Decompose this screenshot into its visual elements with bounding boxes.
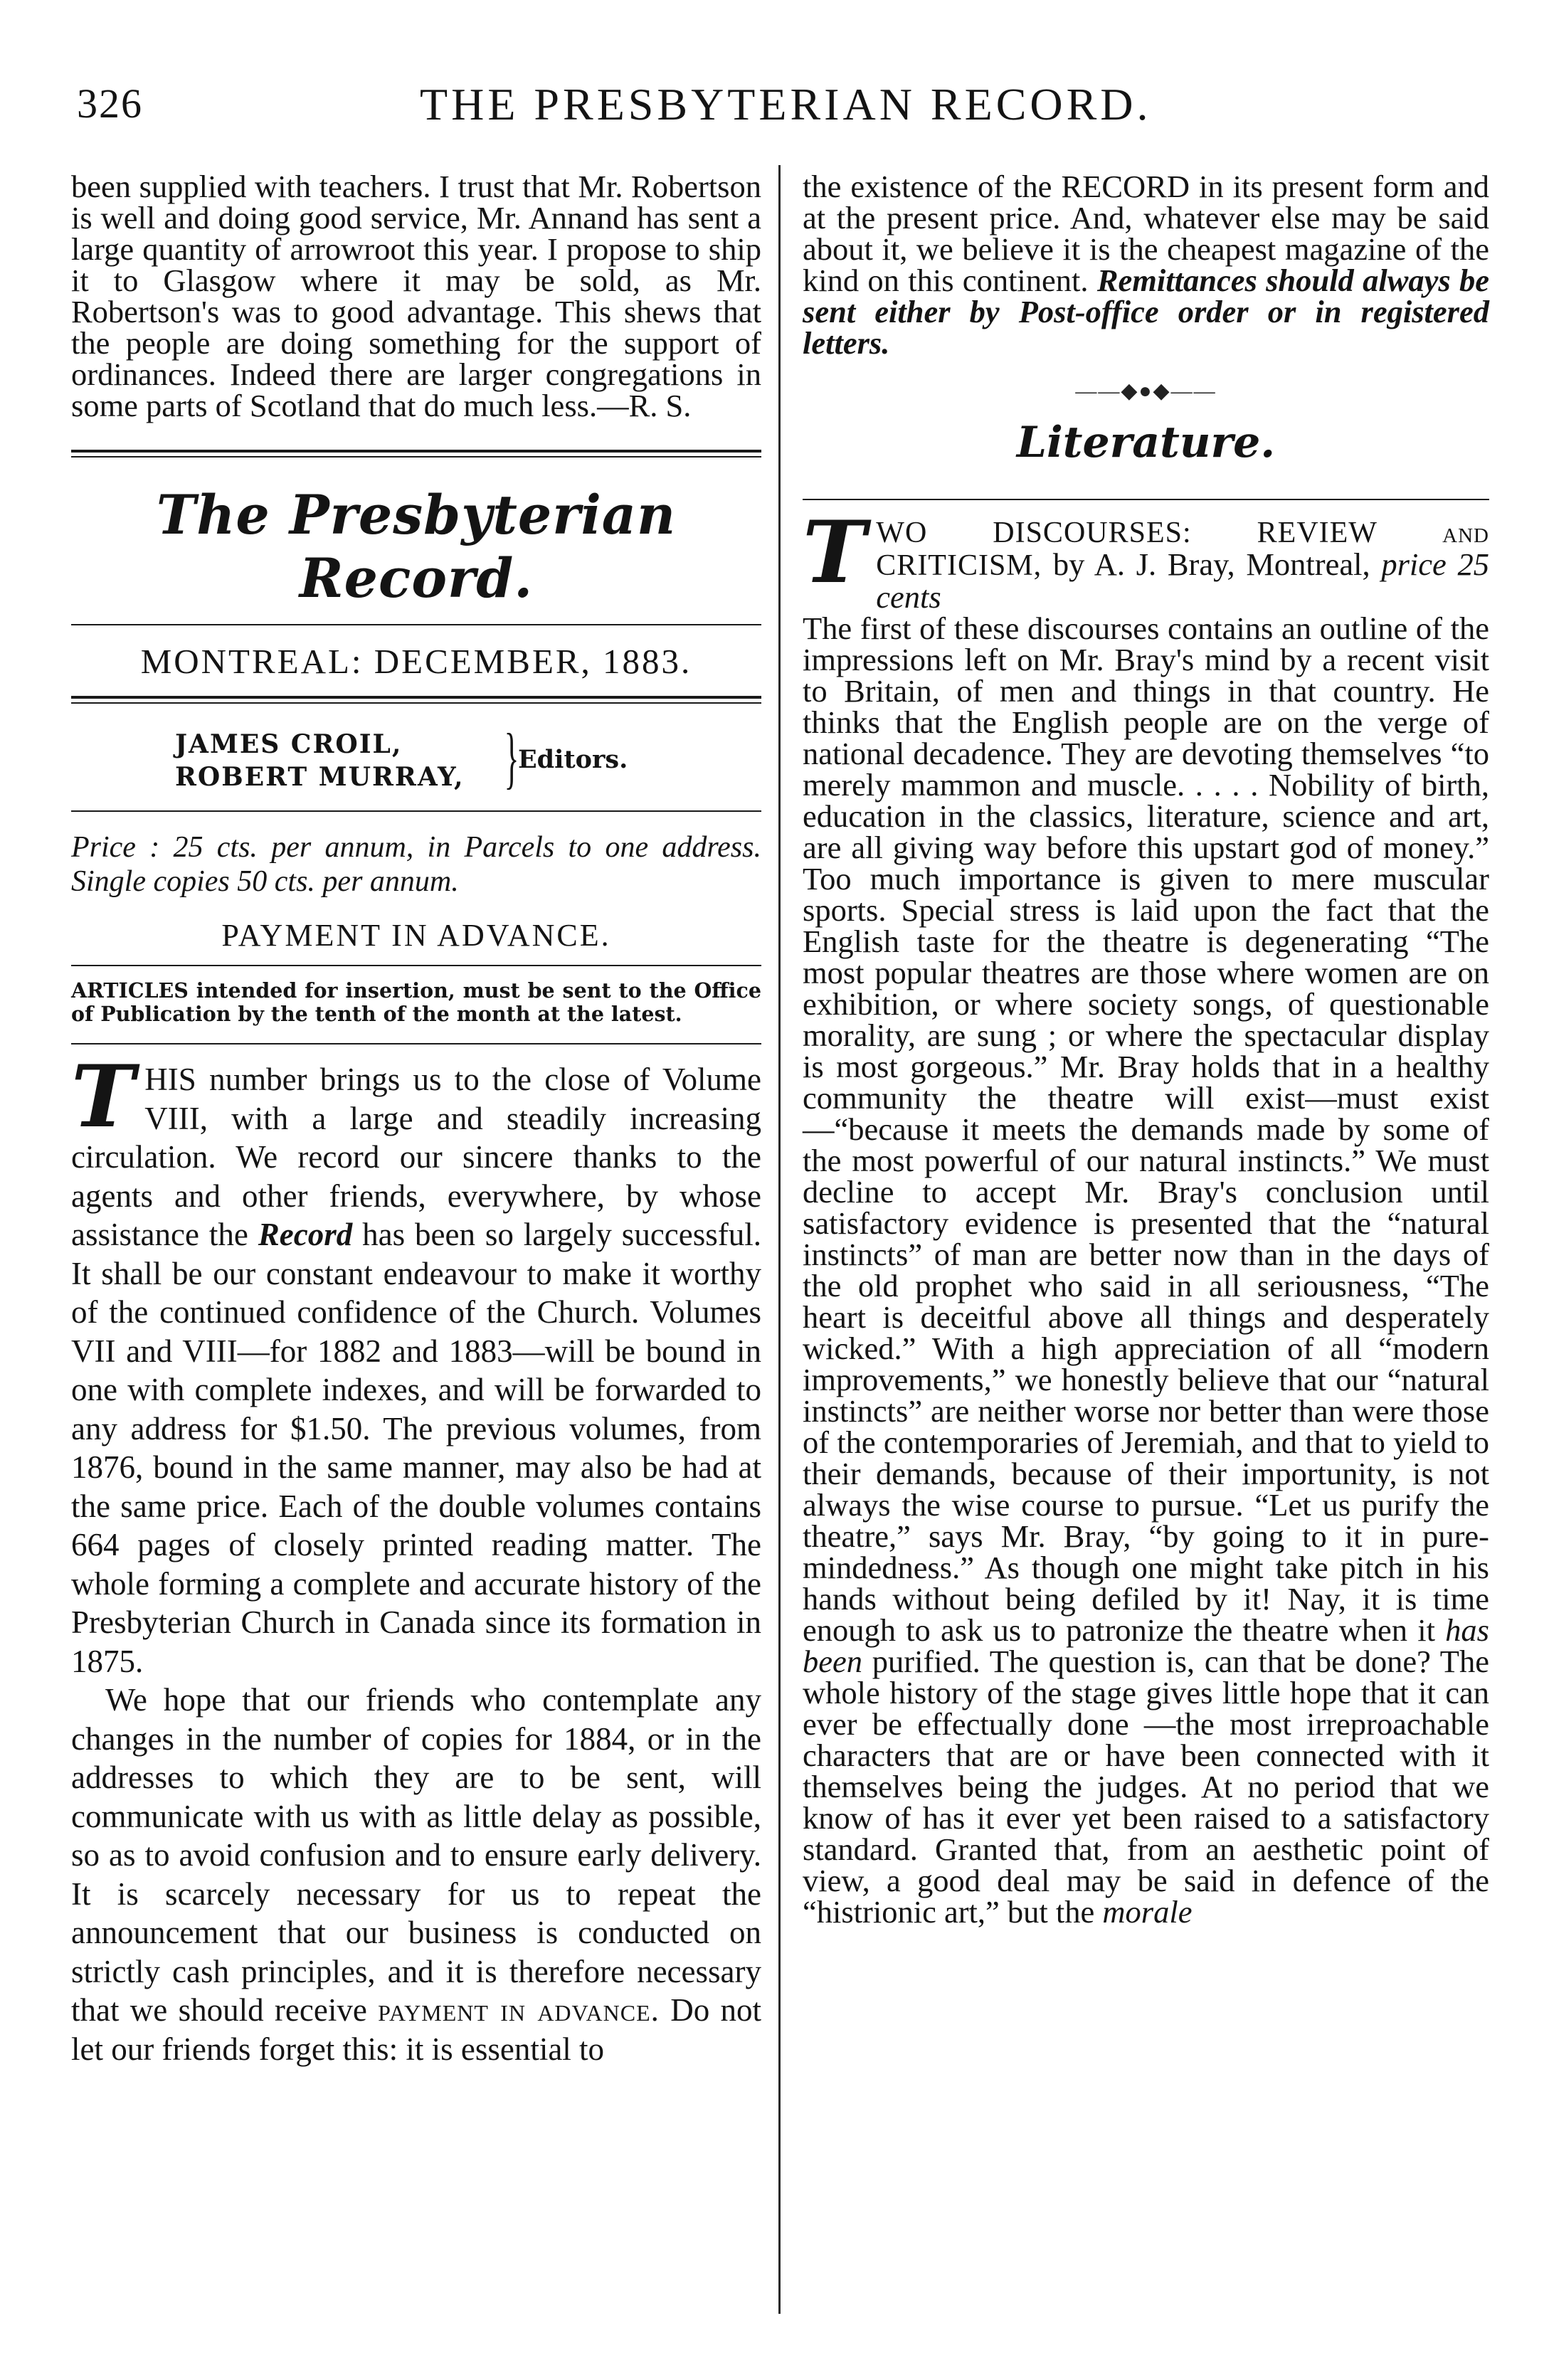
section-ornament: ——◆●◆—— (1075, 379, 1217, 403)
editorial-lead: HIS (144, 1062, 196, 1097)
carryover-paragraph: been supplied with teachers. I trust that Mr. Robertson is well and doing good service, Mr. Annand has sent a large quantity of arrowroot this year. I propose to ship it to Glasgow where it may be sold, as Mr. Robertson's was to good advantage. This shews that the people are doing something for the support of ordinances. Indeed there are larger congregations in some parts of Scotland that do much less.—R. S. (71, 169, 761, 423)
editors-block (71, 719, 761, 810)
masthead-rule-bottom (71, 624, 761, 625)
editor-label: Editors. (518, 745, 628, 774)
literature-heading: Literature. (1016, 418, 1276, 467)
payment-line: PAYMENT IN ADVANCE. (221, 918, 611, 953)
review-body-end: morale (1102, 1894, 1193, 1930)
page-number: 326 (77, 80, 143, 127)
editorial-paragraph-1 (71, 1047, 762, 1681)
editorial-p2-end: Do not let our friends forget this: it is essential to (71, 1992, 762, 2067)
editorial-p1-italic: Record (258, 1217, 353, 1252)
editorial-p2-smallcaps: payment in advance. (378, 1992, 660, 2028)
column-rule (778, 165, 781, 2314)
editorial (71, 1047, 762, 2068)
masthead: The Presbyterian Record. (156, 483, 677, 610)
price-line: Price : 25 cts. per annum, in Parcels to one address. Single copies 50 cts. per annum. (71, 831, 761, 898)
review-body (803, 610, 1489, 1930)
review-body-italic: has been (803, 1612, 1489, 1679)
remittance-notice: Remittances should always be sent either by Post-office order or in registered letters. (803, 263, 1489, 361)
editors-rule (71, 810, 761, 812)
review-heading (803, 502, 1490, 615)
editorial-p2-text: We hope that our friends who contemplate any changes in the number of copies for 1884, or in the addresses to which they are to be sent, will communicate with us with as little delay as possible, so as to avoid confusion and to ensure early delivery. It is scarcely necessary for us to repeat the announcement that our business is conducted on strictly cash principles, and it is therefore necessary that we should receive (71, 1682, 761, 2028)
left-column (71, 171, 761, 2068)
editor-names (175, 728, 465, 793)
editor-name-2: ROBERT MURRAY, (175, 762, 465, 792)
review-body-cont: purified. The question is, can that be done? The whole history of the stage gives little hope that it can ever be effectually done —the most irreproachable characters that are or have been connected with it themselves being the judges. At no period that we know of has it ever yet been raised to a satisfactory standard. Granted that, from an aesthetic point of view, a good deal may be said in defence of the “histrionic art,” but the (803, 1644, 1489, 1930)
review-byline: by A. J. Bray, Montreal, (1052, 546, 1370, 582)
right-column (803, 169, 1490, 1930)
record-continuation (803, 171, 1489, 359)
continuation-text: the existence of the RECORD in its present form and at the present price. And, whatever else may be said about it, we believe it is the cheapest magazine of the kind on this continent. (803, 169, 1489, 298)
editorial-p1-cont: has been so largely successful. It shall be our constant endeavour to make it worthy of the continued confidence of the Church. Volumes VII and VIII—for 1882 and 1883—will be bound in one with complete indexes, and will be forwarded to any address for $1.50. The previous volumes, from 1876, bound in the same manner, may also be had at the same price. Each of the double volumes contains 664 pages of closely printed reading matter. The whole forming a complete and accurate history of the Presbyterian Church in Canada since its formation in 1875. (71, 1217, 762, 1679)
editor-name-1: JAMES CROIL, (175, 729, 403, 759)
editorial-p1-text: number brings us to the close of Volume VIII, with a large and steadily increasing circulation. We record our sincere thanks to the agents and other friends, everywhere, by whose assistance the (71, 1062, 762, 1252)
payment-rule (71, 965, 761, 966)
editor-brace: } (504, 719, 519, 795)
masthead-rule-top (71, 450, 761, 458)
review-price: price 25 cents (876, 546, 1490, 615)
review (803, 502, 1490, 1930)
dateline-rule (71, 696, 761, 704)
articles-notice: ARTICLES intended for insertion, must be sent to the Office of Publication by the tenth of the month at the latest. (71, 978, 761, 1026)
editorial-dropcap: T (71, 1047, 135, 1147)
review-dropcap: T (803, 502, 867, 603)
review-title: WO DISCOURSES: REVIEW and CRITICISM, (876, 517, 1489, 582)
dateline: MONTREAL: DECEMBER, 1883. (140, 642, 692, 681)
running-title: THE PRESBYTERIAN RECORD. (420, 79, 1152, 129)
editorial-paragraph-2 (71, 1681, 761, 2068)
review-body-text: The first of these discourses contains an outline of the impressions left on Mr. Bray's mind by a recent visit to Britain, of men and things in that country. He thinks that the English people are on the verge of national decadence. They are devoting themselves “to merely mammon and muscle. . . . . Nobility of birth, education in the classics, literature, science and art, are all giving way before this upstart god of money.” Too much importance is given to mere muscular sports. Special stress is laid upon the fact that the English taste for the theatre is degenerating “The most popular theatres are those where women are on exhibition, or where society songs, of questionable morality, are sung ; or where the spectacular display is most gorgeous.” Mr. Bray holds that in a healthy community the theatre will exist—must exist —“because it meets the demands made by some of the most powerful of our natural instincts.” We must decline to accept Mr. Bray's conclusion until satisfactory evidence is presented that the “natural instincts” of man are better now than in the days of the old prophet who said in all seriousness, “The heart is deceitful above all things and desperately wicked.” With a high appreciation of all “modern improvements,” we honestly believe that our “natural instincts” are neither worse nor better than were those of the contemporaries of Jeremiah, and that to yield to their demands, because of their importunity, is not always the wise course to pursue. “Let us purify the theatre,” says Mr. Bray, “by going to it in pure-mindedness.” As though one might take pitch in his hands without being defiled by it! Nay, it is time enough to ask us to patronize the theatre when it (803, 610, 1489, 1648)
